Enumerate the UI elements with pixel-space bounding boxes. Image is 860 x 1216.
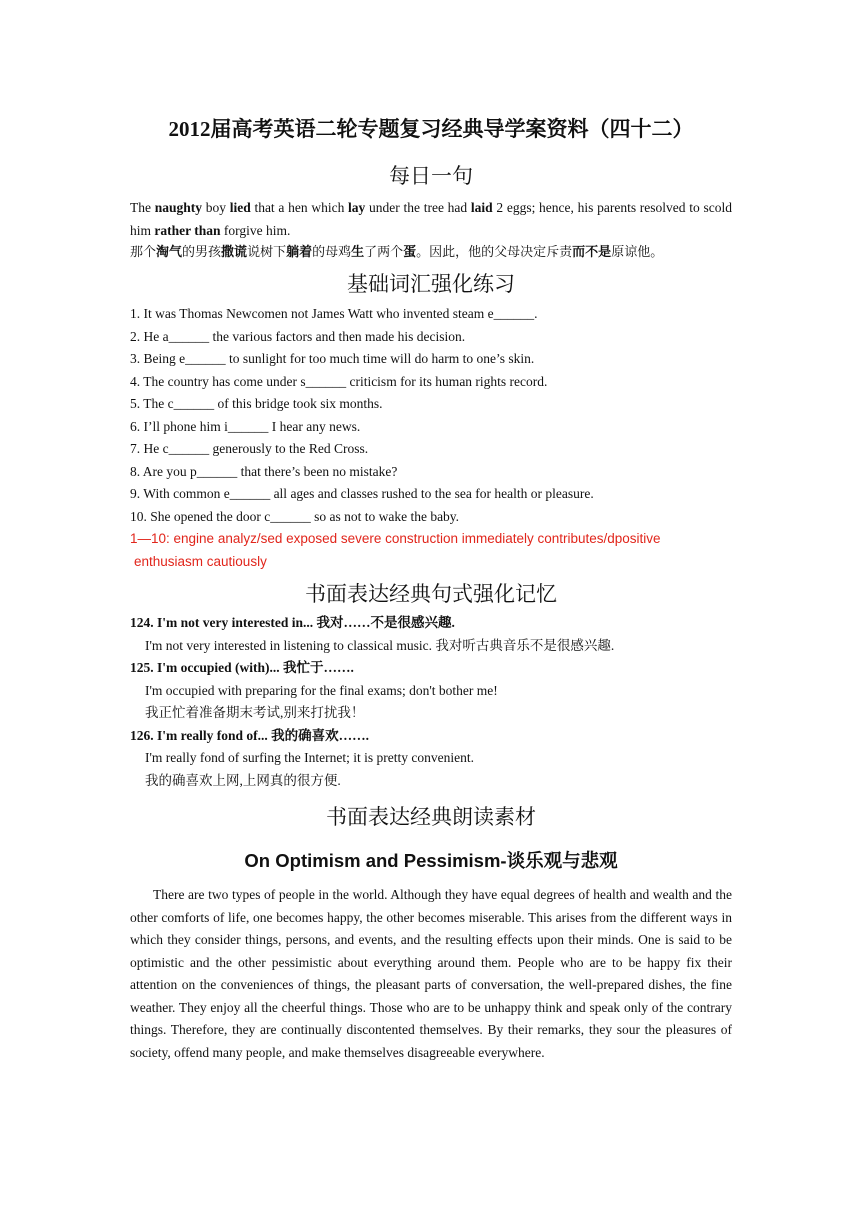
daily-cn-part: 撒谎 (221, 245, 248, 260)
pattern-head: 124. I'm not very interested in... 我对……不是很感兴趣. (130, 615, 455, 630)
vocab-item: 6. I’ll phone him i______ I hear any news. (130, 418, 361, 434)
pattern-example: I'm not very interested in listening to classical music. 我对听古典音乐不是很感兴趣. (145, 637, 615, 653)
daily-cn-part: 原谅他。 (611, 245, 664, 260)
daily-en-part: The (130, 200, 155, 215)
daily-en-part: lied (229, 200, 251, 215)
vocab-item: 4. The country has come under s______ criticism for its human rights record. (130, 373, 548, 389)
daily-en-part: laid (470, 200, 493, 215)
pattern-head: 126. I'm really fond of... 我的确喜欢……. (130, 727, 369, 743)
daily-cn-part: 而不是 (572, 245, 612, 260)
daily-en-part: naughty (154, 200, 202, 215)
vocab-heading: 基础词汇强化练习 (347, 272, 515, 296)
vocab-item: 10. She opened the door c______ so as not to wake the baby. (130, 508, 460, 524)
pattern-example-translation: 我的确喜欢上网,上网真的很方便. (145, 772, 341, 788)
sentence-patterns (130, 612, 732, 792)
daily-cn-part: 躺着 (286, 245, 313, 260)
vocab-answers-continued: enthusiasm cautiously (134, 553, 267, 569)
daily-sentence-heading: 每日一句 (389, 164, 473, 188)
daily-cn-part: 的母鸡 (312, 245, 352, 260)
daily-cn-part: 那个 (130, 245, 157, 260)
daily-en-part: boy (202, 200, 230, 215)
daily-en-part: forgive him. (220, 222, 291, 238)
vocab-item: 8. Are you p______ that there’s been no mistake? (130, 463, 398, 479)
reading-heading: 书面表达经典朗读素材 (326, 805, 536, 829)
daily-sentence-english (130, 197, 732, 242)
reading-body: There are two types of people in the world. Although they have equal degrees of health and wealth and the other comforts of life, one becomes happy, the other becomes miserable. This arises from the different ways in which they consider things, persons, and events, and the resulting effects upon their minds. One is said to be optimistic and the other pessimistic about everything around them. People who are to be happy fix their attention on the conveniences of things, the pleasant parts of conversation, the well-prepared dishes, the fine weather. They enjoy all the cheerful things. Those who are to be unhappy think and speak only of the contrary things. Therefore, they are continually discontented themselves. By their remarks, they sour the pleasures of society, offend many people, and make themselves disagreeable everywhere. (130, 887, 732, 1060)
daily-cn-part: 的男孩 (182, 245, 222, 260)
pattern-example: I'm really fond of surfing the Internet; it is pretty convenient. (145, 750, 474, 765)
vocab-item: 3. Being e______ to sunlight for too much time will do harm to one’s skin. (130, 351, 535, 366)
sentence-patterns-heading: 书面表达经典句式强化记忆 (305, 582, 557, 606)
daily-en-part: 2 eggs; hence, his parents resolved to scold him (130, 200, 732, 238)
document-title: 2012届高考英语二轮专题复习经典导学案资料（四十二） (168, 117, 694, 141)
vocab-answers: 1—10: engine analyz/sed exposed severe construction immediately contributes/dpositive (130, 531, 661, 546)
vocab-item: 7. He c______ generously to the Red Cross. (130, 441, 369, 456)
vocab-list (130, 303, 732, 573)
daily-cn-part: 。因此，他的父母决定斥责 (416, 245, 573, 260)
daily-cn-part: 生 (351, 245, 365, 260)
vocab-item: 5. The c______ of this bridge took six months. (130, 396, 383, 411)
daily-en-part: lay (348, 200, 366, 215)
pattern-example: I'm occupied with preparing for the final exams; don't bother me! (145, 682, 498, 698)
pattern-head: 125. I'm occupied (with)... 我忙于……. (130, 660, 354, 675)
daily-en-part: under the tree had (365, 200, 471, 215)
vocab-item: 9. With common e______ all ages and classes rushed to the sea for health or pleasure. (130, 486, 594, 501)
pattern-example-translation: 我正忙着准备期末考试,别来打扰我！ (145, 705, 365, 720)
daily-cn-part: 淘气 (156, 245, 183, 260)
daily-cn-part: 说树下 (247, 245, 287, 260)
reading-subtitle: On Optimism and Pessimism-谈乐观与悲观 (244, 850, 618, 871)
daily-en-part: rather than (154, 222, 221, 238)
daily-sentence-chinese (130, 242, 732, 264)
vocab-item: 1. It was Thomas Newcomen not James Watt who invented steam e______. (130, 306, 538, 321)
vocab-item: 2. He a______ the various factors and then made his decision. (130, 328, 466, 344)
daily-cn-part: 蛋 (403, 245, 417, 260)
document-page (130, 112, 732, 1064)
daily-cn-part: 了两个 (364, 245, 404, 260)
daily-en-part: that a hen which (250, 200, 349, 215)
